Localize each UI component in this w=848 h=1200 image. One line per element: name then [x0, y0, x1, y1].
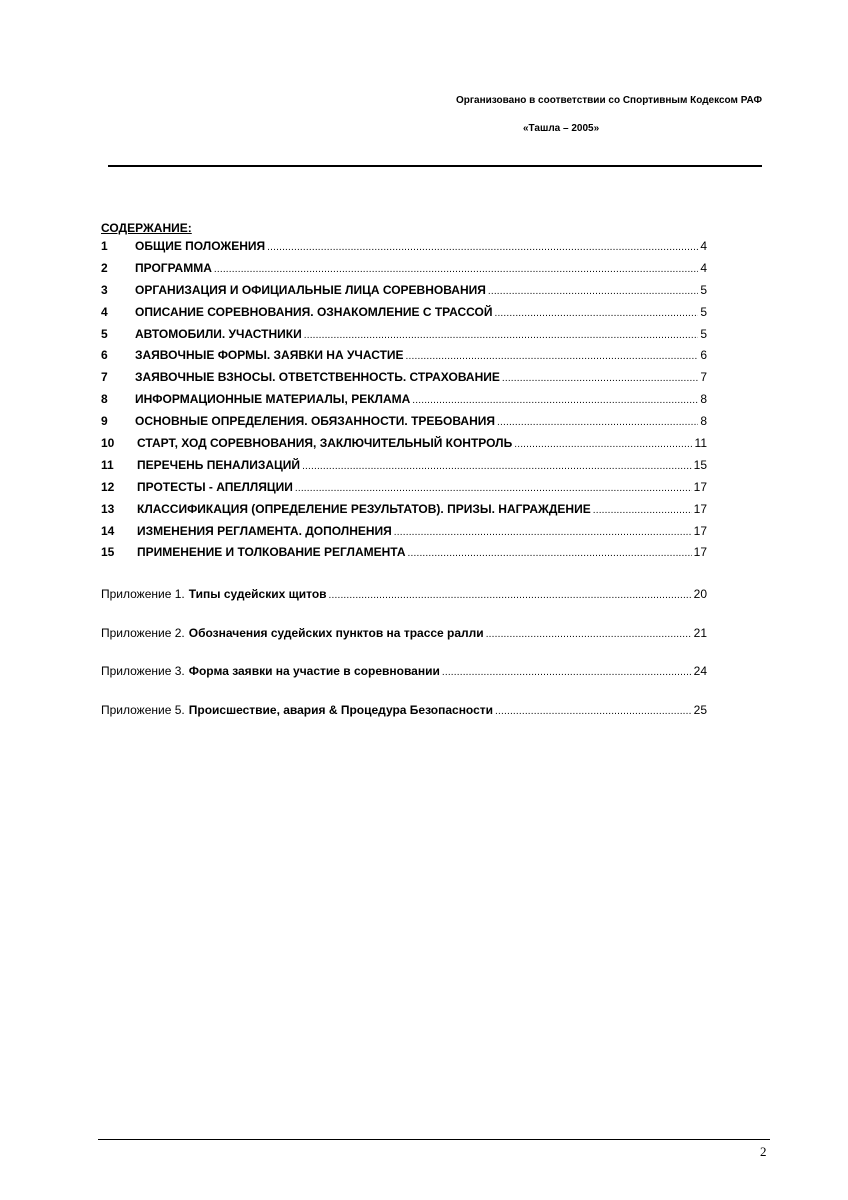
leader-dots [495, 706, 692, 717]
toc-item-title: ИЗМЕНЕНИЯ РЕГЛАМЕНТА. ДОПОЛНЕНИЯ [137, 523, 392, 538]
toc-item[interactable] [101, 545, 707, 567]
toc-item[interactable] [101, 502, 707, 524]
toc-item-title: КЛАССИФИКАЦИЯ (ОПРЕДЕЛЕНИЕ РЕЗУЛЬТАТОВ). ПРИЗЫ. НАГРАЖДЕНИЕ [137, 501, 591, 516]
toc-item[interactable] [101, 370, 707, 392]
leader-dots [329, 590, 692, 601]
toc-item-number: 1 [101, 239, 108, 253]
toc-title: СОДЕРЖАНИЕ: [101, 221, 192, 235]
toc-item-title: ПРОГРАММА [135, 260, 212, 275]
appendix-prefix: Приложение 5. [101, 703, 185, 717]
appendix-item[interactable] [101, 626, 707, 640]
toc-item-title: ОПИСАНИЕ СОРЕВНОВАНИЯ. ОЗНАКОМЛЕНИЕ С ТРАССОЙ [135, 304, 493, 319]
header-divider [108, 165, 762, 167]
toc-item-page: 4 [700, 260, 707, 275]
toc-item-number: 11 [101, 457, 114, 472]
appendix-page: 24 [693, 664, 707, 678]
leader-dots [593, 505, 692, 516]
toc-item[interactable] [101, 327, 707, 349]
appendix-title: Происшествие, авария & Процедура Безопасности [188, 703, 494, 717]
appendix-prefix: Приложение 1. [101, 587, 185, 601]
leader-dots [304, 330, 699, 341]
appendix-page: 21 [693, 626, 707, 640]
toc-item-page: 4 [700, 239, 707, 253]
toc-item[interactable] [101, 283, 707, 305]
toc-item-page: 17 [693, 479, 707, 494]
toc-list [101, 239, 707, 567]
toc-item-title: ЗАЯВОЧНЫЕ ФОРМЫ. ЗАЯВКИ НА УЧАСТИЕ [135, 348, 404, 363]
leader-dots [394, 527, 692, 538]
leader-dots [408, 548, 692, 559]
leader-dots [494, 308, 698, 319]
leader-dots [497, 417, 698, 428]
toc-item[interactable] [101, 348, 707, 370]
appendix-title: Типы судейских щитов [188, 587, 327, 601]
toc-item-number: 10 [101, 436, 115, 451]
leader-dots [488, 286, 698, 297]
toc-item-number: 3 [101, 282, 108, 297]
appendix-prefix: Приложение 2. [101, 626, 185, 640]
toc-item-page: 5 [700, 304, 707, 319]
appendix-title: Форма заявки на участие в соревновании [188, 664, 440, 678]
toc-item-number: 12 [101, 479, 115, 494]
toc-item[interactable] [101, 436, 707, 458]
appendix-page: 20 [693, 587, 707, 601]
toc-item-page: 17 [693, 501, 707, 516]
appendix-item[interactable] [101, 703, 707, 717]
page-number: 2 [760, 1144, 767, 1159]
header-line-2: «Ташла – 2005» [523, 123, 600, 134]
leader-dots [406, 351, 699, 362]
toc-item-number: 9 [101, 414, 108, 429]
leader-dots [486, 629, 692, 640]
toc-item-title: ПРОТЕСТЫ - АПЕЛЛЯЦИИ [137, 479, 293, 494]
toc-item-title: СТАРТ, ХОД СОРЕВНОВАНИЯ, ЗАКЛЮЧИТЕЛЬНЫЙ КОНТРОЛЬ [137, 436, 513, 451]
toc-item-title: ОСНОВНЫЕ ОПРЕДЕЛЕНИЯ. ОБЯЗАННОСТИ. ТРЕБОВАНИЯ [135, 414, 496, 429]
toc-item[interactable] [101, 458, 707, 480]
toc-item-page: 6 [700, 348, 707, 363]
toc-item-title: ПЕРЕЧЕНЬ ПЕНАЛИЗАЦИЙ [137, 457, 301, 472]
leader-dots [267, 242, 698, 253]
toc-item-page: 11 [694, 436, 707, 451]
toc-item[interactable] [101, 261, 707, 283]
footer-divider [98, 1139, 770, 1140]
leader-dots [442, 667, 692, 678]
toc-item-number: 15 [101, 545, 115, 560]
toc-item-page: 15 [693, 457, 707, 472]
appendix-title: Обозначения судейских пунктов на трассе ралли [188, 626, 484, 640]
toc-item[interactable] [101, 305, 707, 327]
leader-dots [502, 373, 698, 384]
toc-item[interactable] [101, 239, 707, 261]
leader-dots [412, 395, 698, 406]
leader-dots [295, 483, 692, 494]
toc-item-title: ОРГАНИЗАЦИЯ И ОФИЦИАЛЬНЫЕ ЛИЦА СОРЕВНОВАНИЯ [135, 282, 486, 297]
leader-dots [514, 439, 692, 450]
toc-item[interactable] [101, 524, 707, 546]
toc-item-number: 7 [101, 370, 108, 385]
appendix-item[interactable] [101, 664, 707, 678]
toc-item[interactable] [101, 392, 707, 414]
toc-item-number: 5 [101, 326, 108, 341]
toc-item-number: 14 [101, 523, 115, 538]
toc-item-title: ИНФОРМАЦИОННЫЕ МАТЕРИАЛЫ, РЕКЛАМА [135, 392, 411, 407]
toc-item[interactable] [101, 414, 707, 436]
toc-item-title: ПРИМЕНЕНИЕ И ТОЛКОВАНИЕ РЕГЛАМЕНТА [137, 545, 406, 560]
toc-item-number: 4 [101, 304, 108, 319]
leader-dots [302, 461, 692, 472]
toc-item-number: 8 [101, 392, 108, 407]
appendix-page: 25 [693, 703, 707, 717]
header-line-1: Организовано в соответствии со Спортивным Кодексом РАФ [456, 95, 762, 106]
toc-item-title: ОБЩИЕ ПОЛОЖЕНИЯ [135, 239, 266, 253]
toc-item-page: 5 [700, 282, 707, 297]
toc-item-title: АВТОМОБИЛИ. УЧАСТНИКИ [135, 326, 302, 341]
toc-item-number: 13 [101, 501, 115, 516]
toc-item-title: ЗАЯВОЧНЫЕ ВЗНОСЫ. ОТВЕТСТВЕННОСТЬ. СТРАХОВАНИЕ [135, 370, 500, 385]
toc-item-number: 2 [101, 260, 108, 275]
toc-item-page: 8 [700, 414, 707, 429]
toc-item-number: 6 [101, 348, 108, 363]
leader-dots [214, 264, 698, 275]
toc-item-page: 5 [700, 326, 707, 341]
appendix-item[interactable] [101, 587, 707, 601]
toc-item-page: 17 [693, 545, 707, 560]
toc-item-page: 17 [693, 523, 707, 538]
toc-item-page: 7 [700, 370, 707, 385]
toc-item-page: 8 [700, 392, 707, 407]
appendix-prefix: Приложение 3. [101, 664, 185, 678]
toc-item[interactable] [101, 480, 707, 502]
